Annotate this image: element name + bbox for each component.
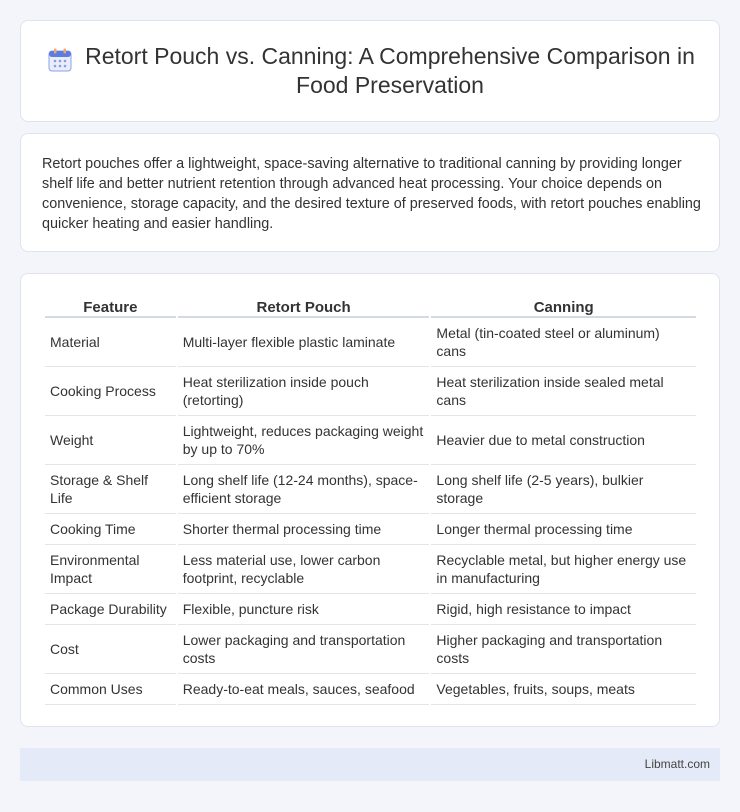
table-row — [45, 465, 696, 514]
table-row — [45, 367, 696, 416]
canning-cell: Heat sterilization inside sealed metal cans — [431, 367, 696, 416]
title-card — [20, 20, 720, 122]
canning-cell: Rigid, high resistance to impact — [431, 594, 696, 625]
feature-cell: Material — [45, 318, 176, 367]
feature-cell: Cost — [45, 625, 176, 674]
intro-card — [20, 133, 720, 252]
feature-cell: Environmental Impact — [45, 545, 176, 594]
canning-cell: Recyclable metal, but higher energy use in manufacturing — [431, 545, 696, 594]
feature-cell: Cooking Process — [45, 367, 176, 416]
canning-cell: Vegetables, fruits, soups, meats — [431, 674, 696, 705]
retort-pouch-cell: Lightweight, reduces packaging weight by up to 70% — [178, 416, 430, 465]
table-row — [45, 514, 696, 545]
feature-cell: Package Durability — [45, 594, 176, 625]
column-header-feature: Feature — [45, 296, 176, 318]
retort-pouch-cell: Less material use, lower carbon footprint, recyclable — [178, 545, 430, 594]
retort-pouch-cell: Long shelf life (12-24 months), space-efficient storage — [178, 465, 430, 514]
feature-cell: Common Uses — [45, 674, 176, 705]
retort-pouch-cell: Flexible, puncture risk — [178, 594, 430, 625]
table-row — [45, 545, 696, 594]
canning-cell: Heavier due to metal construction — [431, 416, 696, 465]
footer-link[interactable]: Libmatt.com — [644, 757, 710, 771]
retort-pouch-cell: Lower packaging and transportation costs — [178, 625, 430, 674]
comparison-table — [43, 296, 698, 705]
page-title: Retort Pouch vs. Canning: A Comprehensive Comparison in Food Preservation — [85, 43, 695, 98]
column-header-canning: Canning — [431, 296, 696, 318]
table-row — [45, 674, 696, 705]
table-row — [45, 318, 696, 367]
column-header-retort-pouch: Retort Pouch — [178, 296, 430, 318]
retort-pouch-cell: Heat sterilization inside pouch (retorting) — [178, 367, 430, 416]
canning-cell: Higher packaging and transportation costs — [431, 625, 696, 674]
canning-cell: Longer thermal processing time — [431, 514, 696, 545]
retort-pouch-cell: Shorter thermal processing time — [178, 514, 430, 545]
table-row — [45, 625, 696, 674]
canning-cell: Long shelf life (2-5 years), bulkier storage — [431, 465, 696, 514]
retort-pouch-cell: Multi-layer flexible plastic laminate — [178, 318, 430, 367]
table-row — [45, 594, 696, 625]
canning-cell: Metal (tin-coated steel or aluminum) cans — [431, 318, 696, 367]
footer-bar — [20, 748, 720, 781]
comparison-card — [20, 273, 720, 727]
intro-text: Retort pouches offer a lightweight, space-saving alternative to traditional canning by providing longer shelf life and better nutrient retention through advanced heat processing. Your choice depends on convenience, storage capacity, and the desired texture of preserved foods, with retort pouches enabling quicker heating and easier handling. — [42, 156, 701, 232]
table-header-row — [45, 296, 696, 318]
table-row — [45, 416, 696, 465]
retort-pouch-cell: Ready-to-eat meals, sauces, seafood — [178, 674, 430, 705]
feature-cell: Weight — [45, 416, 176, 465]
feature-cell: Storage & Shelf Life — [45, 465, 176, 514]
feature-cell: Cooking Time — [45, 514, 176, 545]
